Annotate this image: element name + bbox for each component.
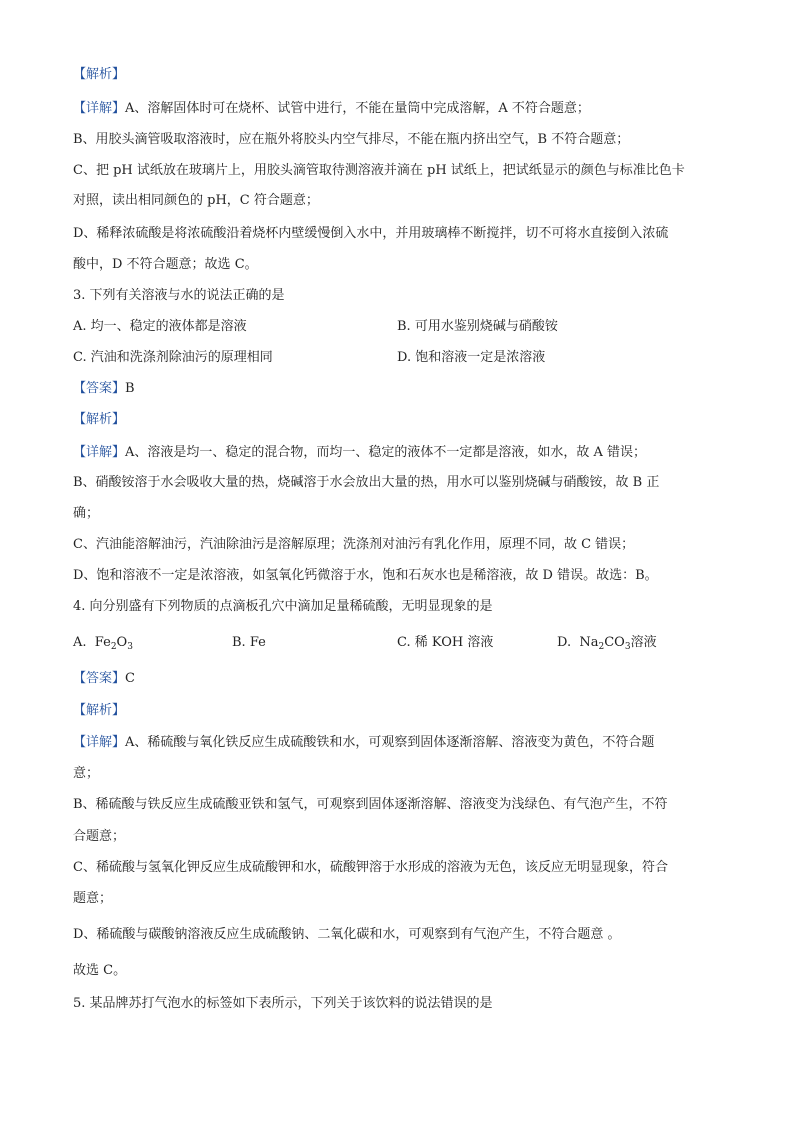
- formula-na2co3: [579, 635, 630, 650]
- detail-label: 【详解】: [73, 735, 126, 750]
- q4-option-a: [73, 634, 133, 652]
- q3-detail-a-text: A、溶液是均一、稳定的混合物，而均一、稳定的液体不一定都是溶液，如水，故 A 错误；: [125, 445, 647, 460]
- formula-part: CO: [604, 635, 625, 650]
- q4-detail-d: D、稀硫酸与碳酸钠溶液反应生成硫酸钠、二氧化碳和水，可观察到有气泡产生，不符合题意 。: [73, 927, 621, 942]
- formula-part: O: [116, 635, 128, 650]
- formula-part: Na: [579, 635, 599, 650]
- q4-option-b: B. Fe: [232, 635, 266, 650]
- q3-detail-d: D、饱和溶液不一定是浓溶液，如氢氧化钙微溶于水，饱和石灰水也是稀溶液，故 D 错误。故选：B。: [73, 568, 658, 583]
- formula-fe2o3: [95, 635, 133, 650]
- q4-option-c: C. 稀 KOH 溶液: [397, 635, 494, 650]
- q3-option-b: B. 可用水鉴别烧碱与硝酸铵: [397, 319, 558, 334]
- q3-option-a: A. 均一、稳定的液体都是溶液: [73, 319, 247, 334]
- formula-subscript: 3: [624, 642, 631, 652]
- q3-option-d: D. 饱和溶液一定是浓溶液: [397, 350, 546, 365]
- q2-detail-b: B、用胶头滴管吸取溶液时，应在瓶外将胶头内空气排尽，不能在瓶内挤出空气，B 不符合题意；: [73, 132, 630, 147]
- q3-option-c: C. 汽油和洗涤剂除油污的原理相同: [73, 350, 273, 365]
- q4-stem: 4. 向分别盛有下列物质的点滴板孔穴中滴加足量稀硫酸，无明显现象的是: [73, 599, 493, 614]
- q4-detail-a2: 意；: [73, 766, 100, 781]
- formula-part: Fe: [94, 635, 111, 650]
- answer-label: 【答案】: [73, 381, 126, 396]
- q3-stem: 3. 下列有关溶液与水的说法正确的是: [73, 288, 285, 303]
- q4-detail-a1-text: A、稀硫酸与氧化铁反应生成硫酸铁和水，可观察到固体逐渐溶解、溶液变为黄色，不符合题: [125, 735, 655, 750]
- formula-subscript: 2: [598, 642, 605, 652]
- option-label: D.: [557, 635, 572, 650]
- formula-subscript: 3: [127, 642, 133, 652]
- q4-option-d: [557, 634, 657, 652]
- q4-detail-c2: 题意；: [73, 891, 113, 906]
- formula-subscript: 2: [110, 642, 117, 652]
- q3-detail-c: C、汽油能溶解油污，汽油除油污是溶解原理；洗涤剂对油污有乳化作用，原理不同，故 C 错误；: [73, 537, 635, 552]
- q5-stem: 5. 某品牌苏打气泡水的标签如下表所示，下列关于该饮料的说法错误的是: [73, 996, 493, 1011]
- q4-detail-a1: [73, 734, 654, 752]
- answer-label: 【答案】: [73, 671, 126, 686]
- analysis-label: 【解析】: [73, 412, 126, 427]
- q2-detail-a: [73, 100, 590, 118]
- option-suffix: 溶液: [630, 635, 657, 650]
- detail-label: 【详解】: [73, 101, 126, 116]
- q2-detail-c1: C、把 pH 试纸放在玻璃片上，用胶头滴管取待测溶液并滴在 pH 试纸上，把试纸显示的颜色与标准比色卡: [73, 163, 685, 178]
- q4-detail-b1: B、稀硫酸与铁反应生成硫酸亚铁和氢气，可观察到固体逐渐溶解、溶液变为浅绿色、有气泡产生，不符: [73, 797, 668, 812]
- q3-answer-value: B: [125, 381, 135, 396]
- q3-answer: [73, 380, 135, 398]
- q2-detail-a-text: A、溶解固体时可在烧杯、试管中进行，不能在量筒中完成溶解，A 不符合题意；: [125, 101, 590, 116]
- analysis-label: 【解析】: [73, 67, 126, 82]
- option-label: A.: [73, 635, 87, 650]
- q4-answer-value: C: [125, 671, 135, 686]
- q4-detail-b2: 合题意；: [73, 829, 126, 844]
- q2-detail-d1: D、稀释浓硫酸是将浓硫酸沿着烧杯内壁缓慢倒入水中，并用玻璃棒不断搅拌，切不可将水直接倒入浓硫: [73, 226, 669, 241]
- detail-label: 【详解】: [73, 445, 126, 460]
- q4-conclusion: 故选 C。: [73, 963, 127, 978]
- q3-detail-a: [73, 444, 646, 462]
- q4-answer: [73, 670, 135, 688]
- q3-detail-b2: 确；: [73, 506, 100, 521]
- q3-detail-b1: B、硝酸铵溶于水会吸收大量的热，烧碱溶于水会放出大量的热，用水可以鉴别烧碱与硝酸铵，故 B 正: [73, 475, 660, 490]
- q2-detail-c2: 对照，读出相同颜色的 pH，C 符合题意；: [73, 193, 319, 208]
- q4-detail-c1: C、稀硫酸与氢氧化钾反应生成硫酸钾和水，硫酸钾溶于水形成的溶液为无色，该反应无明显现象，符合: [73, 860, 668, 875]
- q2-detail-d2: 酸中，D 不符合题意；故选 C。: [73, 257, 258, 272]
- analysis-label: 【解析】: [73, 703, 126, 718]
